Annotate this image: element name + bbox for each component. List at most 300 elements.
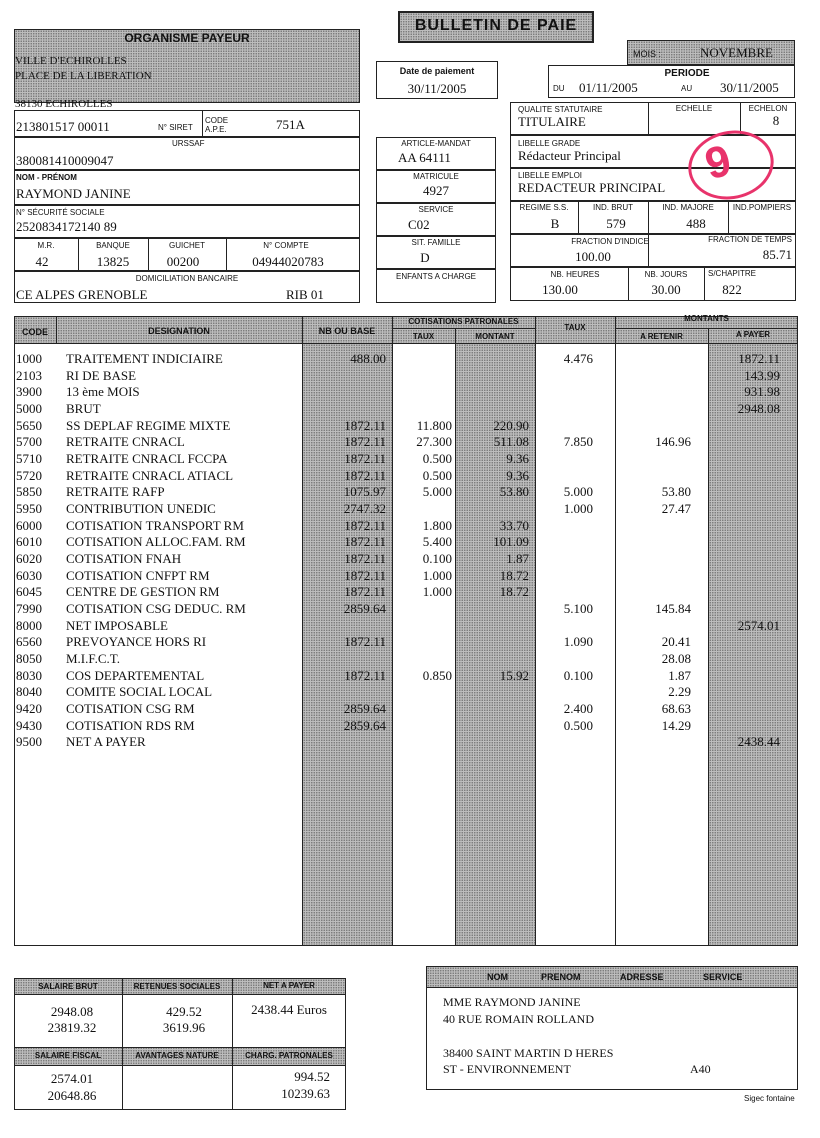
cell-base [302,401,386,418]
cell-designation: BRUT [66,400,101,416]
cell-montant-pat: 1.87 [506,550,529,566]
cell-payer [708,568,780,585]
sum-retenues-month: 429.52 [166,1004,202,1019]
cell-designation: COMITE SOCIAL LOCAL [66,684,213,700]
cell-taux [535,584,593,601]
cell-montant-pat [455,501,529,518]
cell-retenir [615,401,691,418]
grade-value: Rédacteur Principal [518,148,621,163]
addr-line4: ST - ENVIRONNEMENT [443,1062,571,1076]
banque-value: 13825 [96,254,130,269]
cell-montant-pat [455,701,529,718]
echelle-label: ECHELLE [675,104,713,113]
cell-montant-pat: 15.92 [499,667,529,683]
cell-taux: 5.100 [563,600,593,616]
cell-code: 5720 [16,467,42,483]
cell-taux [535,568,593,585]
cell-taux-pat: 1.800 [422,517,452,533]
pompiers-label: IND.POMPIERS [732,203,792,212]
cell-taux-pat: 5.400 [422,534,452,550]
service-label: SERVICE [418,205,454,214]
cell-montant-pat [455,368,529,385]
cell-taux-pat: 5.000 [422,484,452,500]
cell-retenir [615,418,691,435]
chapitre-label: S/CHAPITRE [707,269,756,278]
cell-montant-pat: 18.72 [499,584,529,600]
matricule-label: MATRICULE [413,172,459,181]
cell-designation: RETRAITE CNRACL FCCPA [66,450,228,466]
mois-value: NOVEMBRE [700,45,773,60]
cell-retenir: 20.41 [661,634,691,650]
mr-label: M.R. [37,241,55,250]
cell-base: 2859.64 [343,717,386,733]
cell-taux-pat [392,734,452,751]
cell-montant-pat: 9.36 [506,450,529,466]
divider [202,110,203,137]
cell-code: 5950 [16,500,42,516]
cell-taux: 0.100 [563,667,593,683]
cell-payer [708,684,780,701]
cell-montant-pat: 220.90 [493,417,529,433]
cell-retenir [615,518,691,535]
regime-label: REGIME S.S. [519,203,569,212]
date-value: 30/11/2005 [407,81,467,96]
cell-payer [708,551,780,568]
cell-payer [708,451,780,468]
sum-charges-month: 994.52 [294,1069,330,1084]
service-value: C02 [408,217,430,232]
hdr-designation: DESIGNATION [148,326,210,336]
cell-base: 1872.11 [344,567,386,583]
echelon-value: 8 [772,113,780,128]
cell-code: 8030 [16,667,42,683]
payer-header: ORGANISME PAYEUR [124,31,250,45]
article-value: AA 64111 [398,150,451,165]
urssaf-value: 380081410009047 [16,153,114,168]
guichet-label: GUICHET [169,241,205,250]
cell-payer [708,484,780,501]
domiciliation-value: CE ALPES GRENOBLE [16,287,148,302]
domiciliation-label: DOMICILIATION BANCAIRE [135,274,239,283]
cell-code: 6020 [16,550,42,566]
cell-payer [708,434,780,451]
cell-payer: 2948.08 [737,400,780,416]
cell-taux: 1.000 [563,500,593,516]
cell-payer [708,668,780,685]
cell-retenir [615,568,691,585]
sum-fiscal-month: 2574.01 [50,1071,94,1086]
cell-code: 6000 [16,517,42,533]
hdr-cotisations: COTISATIONS PATRONALES [408,317,519,326]
cell-taux-pat [392,368,452,385]
cell-retenir: 146.96 [655,434,691,450]
emploi-label: LIBELLE EMPLOI [518,171,583,180]
cell-retenir: 28.08 [661,650,691,666]
divider [392,328,535,329]
cell-code: 8050 [16,650,42,666]
cell-designation: M.I.F.C.T. [66,650,120,666]
qualite-value: TITULAIRE [518,114,586,129]
cell-designation: COTISATION CNFPT RM [66,567,210,583]
cell-montant-pat [455,718,529,735]
hdr-taux: TAUX [564,323,586,332]
fraction-indice-value: 100.00 [575,249,611,264]
cell-base: 1872.11 [344,434,386,450]
cell-montant-pat: 18.72 [499,567,529,583]
cell-payer [708,518,780,535]
du-value: 01/11/2005 [579,80,638,95]
cell-payer: 931.98 [744,384,780,400]
cell-taux: 2.400 [563,700,593,716]
cell-designation: CONTRIBUTION UNEDIC [66,500,216,516]
title-text: BULLETIN DE PAIE [414,17,578,34]
matricule-value: 4927 [423,183,449,198]
cell-taux [535,418,593,435]
majore-label: IND. MAJORE [662,203,714,212]
cell-retenir: 2.29 [668,684,691,700]
cell-montant-pat [455,734,529,751]
cell-code: 9430 [16,717,42,733]
divider [14,1047,346,1048]
cell-code: 5710 [16,450,42,466]
sum-charges-label: CHARG. PATRONALES [245,1051,333,1060]
cell-designation: COTISATION TRANSPORT RM [66,517,244,533]
article-label: ARTICLE-MANDAT [401,139,471,148]
cell-base [302,618,386,635]
cell-base: 2859.64 [343,700,386,716]
cell-payer [708,584,780,601]
cell-taux-pat [392,701,452,718]
echelon-label: ECHELON [748,104,788,113]
compte-label: N° COMPTE [263,241,309,250]
cell-taux-pat [392,684,452,701]
cell-retenir: 1.87 [668,667,691,683]
cell-taux-pat [392,384,452,401]
heures-value: 130.00 [542,282,578,297]
sum-avantages-label: AVANTAGES NATURE [135,1051,219,1060]
cell-retenir [615,451,691,468]
brut-label: IND. BRUT [593,203,633,212]
sum-brut-label: SALAIRE BRUT [38,982,98,991]
cell-designation: COTISATION FNAH [66,550,182,566]
cell-payer [708,601,780,618]
cell-base: 1872.11 [344,634,386,650]
cell-taux [535,384,593,401]
mois-label: MOIS : [633,49,662,59]
cell-designation: RETRAITE RAFP [66,484,165,500]
cell-code: 8040 [16,684,42,700]
cell-payer [708,534,780,551]
divider [426,987,798,988]
jours-value: 30.00 [651,282,681,297]
cell-code: 6045 [16,584,42,600]
brut-value: 579 [606,216,626,231]
sit-value: D [420,250,430,265]
cell-base: 1872.11 [344,467,386,483]
cell-taux-pat: 0.500 [422,450,452,466]
date-label: Date de paiement [399,66,475,76]
sum-net-label: NET A PAYER [263,981,315,990]
sum-fiscal-label: SALAIRE FISCAL [34,1051,102,1060]
cell-taux [535,534,593,551]
cell-taux [535,468,593,485]
divider [14,994,346,995]
cell-taux-pat: 11.800 [416,417,452,433]
cell-montant-pat [455,651,529,668]
guichet-value: 00200 [166,254,200,269]
cell-base [302,651,386,668]
addr-hdr-prenom: PRENOM [541,972,581,982]
addr-hdr-adresse: ADRESSE [620,972,664,982]
chapitre-value: 822 [722,282,742,297]
mr-value: 42 [35,254,49,269]
cell-montant-pat: 33.70 [499,517,529,533]
cell-taux-pat: 0.500 [422,467,452,483]
cell-designation: COTISATION CSG DEDUC. RM [66,600,246,616]
au-value: 30/11/2005 [720,80,779,95]
cell-designation: RETRAITE CNRACL ATIACL [66,467,234,483]
cell-designation: NET A PAYER [66,734,146,750]
majore-value: 488 [686,216,706,231]
cell-payer [708,418,780,435]
cell-taux: 4.476 [563,351,593,366]
cell-taux-pat: 1.000 [422,567,452,583]
cell-retenir [615,551,691,568]
sum-retenues-label: RETENUES SOCIALES [133,982,221,991]
cell-retenir: 27.47 [661,500,691,516]
cell-retenir [615,368,691,385]
addr-line1: MME RAYMOND JANINE [443,995,581,1009]
cell-taux-pat [392,351,452,368]
cell-retenir: 68.63 [661,700,691,716]
ss-label: N° SÉCURITÉ SOCIALE [16,208,105,217]
cell-payer: 2438.44 [737,734,780,750]
cell-base: 2747.32 [343,500,386,516]
sit-label: SIT. FAMILLE [411,238,461,247]
cell-code: 5850 [16,484,42,500]
cell-taux-pat [392,401,452,418]
cell-montant-pat: 511.08 [493,434,529,450]
cell-taux-pat [392,651,452,668]
sum-net-value: 2438.44 Euros [251,1002,327,1017]
addr-hdr-nom: NOM [487,972,508,982]
cell-base [302,384,386,401]
cell-code: 6030 [16,567,42,583]
qualite-label: QUALITE STATUTAIRE [518,105,603,114]
cell-retenir [615,734,691,751]
hdr-code: CODE [21,327,48,337]
cell-montant-pat [455,684,529,701]
cell-designation: CENTRE DE GESTION RM [66,584,220,600]
cell-taux-pat [392,718,452,735]
cell-code: 6560 [16,634,42,650]
sum-charges-year: 10239.63 [281,1086,330,1101]
cell-base: 1075.97 [343,484,386,500]
cell-code: 5700 [16,434,42,450]
cell-designation: COTISATION RDS RM [66,717,195,733]
cell-designation: RETRAITE CNRACL [66,434,185,450]
sum-fiscal-year: 20648.86 [47,1088,97,1103]
cell-taux [535,651,593,668]
handwritten-number: 9 [700,135,736,190]
cell-code: 1000 [16,351,42,366]
cell-retenir [615,584,691,601]
cell-taux [535,734,593,751]
cell-taux [535,401,593,418]
cell-taux-pat: 27.300 [416,434,452,450]
cell-code: 7990 [16,600,42,616]
sum-brut-year: 23819.32 [47,1020,97,1035]
addr-service-code: A40 [690,1062,711,1076]
cell-montant-pat: 53.80 [499,484,529,500]
cell-code: 2103 [16,367,42,383]
cell-payer [708,701,780,718]
cell-designation: 13 ème MOIS [66,384,140,400]
cell-taux-pat: 0.100 [422,550,452,566]
cell-taux-pat [392,634,452,651]
regime-value: B [550,216,560,231]
sum-brut-month: 2948.08 [50,1004,94,1019]
cell-code: 9420 [16,700,42,716]
cell-taux: 0.500 [563,717,593,733]
jours-label: NB. JOURS [644,270,688,279]
cell-retenir [615,351,691,368]
cell-base: 1872.11 [344,584,386,600]
cell-payer [708,634,780,651]
payer-line1: VILLE D'ECHIROLLES [15,55,127,67]
cell-taux-pat: 0.850 [422,667,452,683]
name-value: RAYMOND JANINE [16,186,131,201]
fraction-temps-label: FRACTION DE TEMPS [708,235,792,244]
fraction-indice-label: FRACTION D'INDICE [571,237,649,246]
cell-designation: COTISATION ALLOC.FAM. RM [66,534,246,550]
grade-label: LIBELLE GRADE [518,139,581,148]
addr-hdr-service: SERVICE [703,972,743,982]
cell-base: 1872.11 [344,450,386,466]
cell-base [302,684,386,701]
cell-taux-pat: 1.000 [422,584,452,600]
au-label: AU [681,84,693,93]
cell-retenir [615,618,691,635]
siret-label: N° SIRET [158,123,193,132]
emploi-value: REDACTEUR PRINCIPAL [518,180,666,195]
cell-base: 488.00 [350,351,386,366]
cell-code: 5000 [16,400,42,416]
cell-base: 1872.11 [344,417,386,433]
cell-designation: NET IMPOSABLE [66,617,168,633]
cell-base: 1872.11 [344,517,386,533]
periode-label: PERIODE [664,68,710,79]
fraction-temps-value: 85.71 [762,247,792,262]
siret-value: 213801517 00011 [16,119,110,134]
code-ape-label: CODE A.P.E. [205,116,229,134]
cell-designation: PREVOYANCE HORS RI [66,634,207,650]
hdr-montant-pat: MONTANT [475,332,515,341]
cell-base: 1872.11 [344,667,386,683]
cell-retenir [615,534,691,551]
cell-payer [708,501,780,518]
hdr-base: NB OU BASE [318,326,376,336]
addr-line3: 38400 SAINT MARTIN D HERES [443,1046,614,1060]
code-ape-value: 751A [276,117,305,132]
cell-taux-pat [392,501,452,518]
cell-montant-pat [455,384,529,401]
cell-base: 2859.64 [343,600,386,616]
cell-taux [535,684,593,701]
cell-payer [708,718,780,735]
cell-payer: 1872.11 [738,351,780,366]
hdr-montants: MONTANTS [684,314,729,323]
cell-taux [535,551,593,568]
cell-designation: RI DE BASE [66,367,137,383]
cell-taux: 7.850 [563,434,593,450]
addr-line2: 40 RUE ROMAIN ROLLAND [443,1012,594,1026]
cell-base: 1872.11 [344,550,386,566]
cell-payer [708,651,780,668]
cell-code: 6010 [16,534,42,550]
cell-taux [535,618,593,635]
divider [615,328,798,329]
cell-taux: 1.090 [563,634,593,650]
heures-label: NB. HEURES [550,270,600,279]
cell-taux [535,518,593,535]
cell-payer: 2574.01 [737,617,780,633]
cell-taux-pat [392,601,452,618]
divider [14,343,798,344]
cell-retenir: 145.84 [655,600,691,616]
cell-code: 5650 [16,417,42,433]
ss-value: 2520834172140 89 [16,219,117,234]
cell-designation: TRAITEMENT INDICIAIRE [66,351,223,366]
cell-montant-pat [455,601,529,618]
sum-retenues-year: 3619.96 [162,1020,206,1035]
footer-text: Sigec fontaine [744,1094,795,1103]
cell-code: 3900 [16,384,42,400]
payer-line2: PLACE DE LA LIBERATION [15,70,152,82]
cell-code: 9500 [16,734,42,750]
payer-line3: 38130 ECHIROLLES [15,98,113,110]
cell-retenir [615,468,691,485]
hdr-a-payer: A PAYER [736,330,770,339]
hdr-taux-pat: TAUX [412,332,435,341]
cell-base [302,734,386,751]
cell-retenir: 14.29 [661,717,691,733]
name-label: NOM - PRÉNOM [16,173,77,182]
divider [14,1065,346,1066]
rib-value: RIB 01 [286,287,324,302]
urssaf-label: URSSAF [172,139,205,148]
cell-base: 1872.11 [344,534,386,550]
cell-taux: 5.000 [563,484,593,500]
cell-taux [535,368,593,385]
cell-base [302,368,386,385]
cell-taux [535,451,593,468]
du-label: DU [553,84,565,93]
compte-value: 04944020783 [252,254,324,269]
cell-payer: 143.99 [744,367,780,383]
cell-designation: COS DEPARTEMENTAL [66,667,205,683]
cell-payer [708,468,780,485]
cell-retenir [615,384,691,401]
cell-taux-pat [392,618,452,635]
banque-label: BANQUE [96,241,130,250]
hdr-a-retenir: A RETENIR [640,332,683,341]
cell-designation: COTISATION CSG RM [66,700,195,716]
enfants-label: ENFANTS A CHARGE [395,272,477,281]
cell-montant-pat [455,351,529,368]
cell-code: 8000 [16,617,42,633]
cell-montant-pat [455,401,529,418]
